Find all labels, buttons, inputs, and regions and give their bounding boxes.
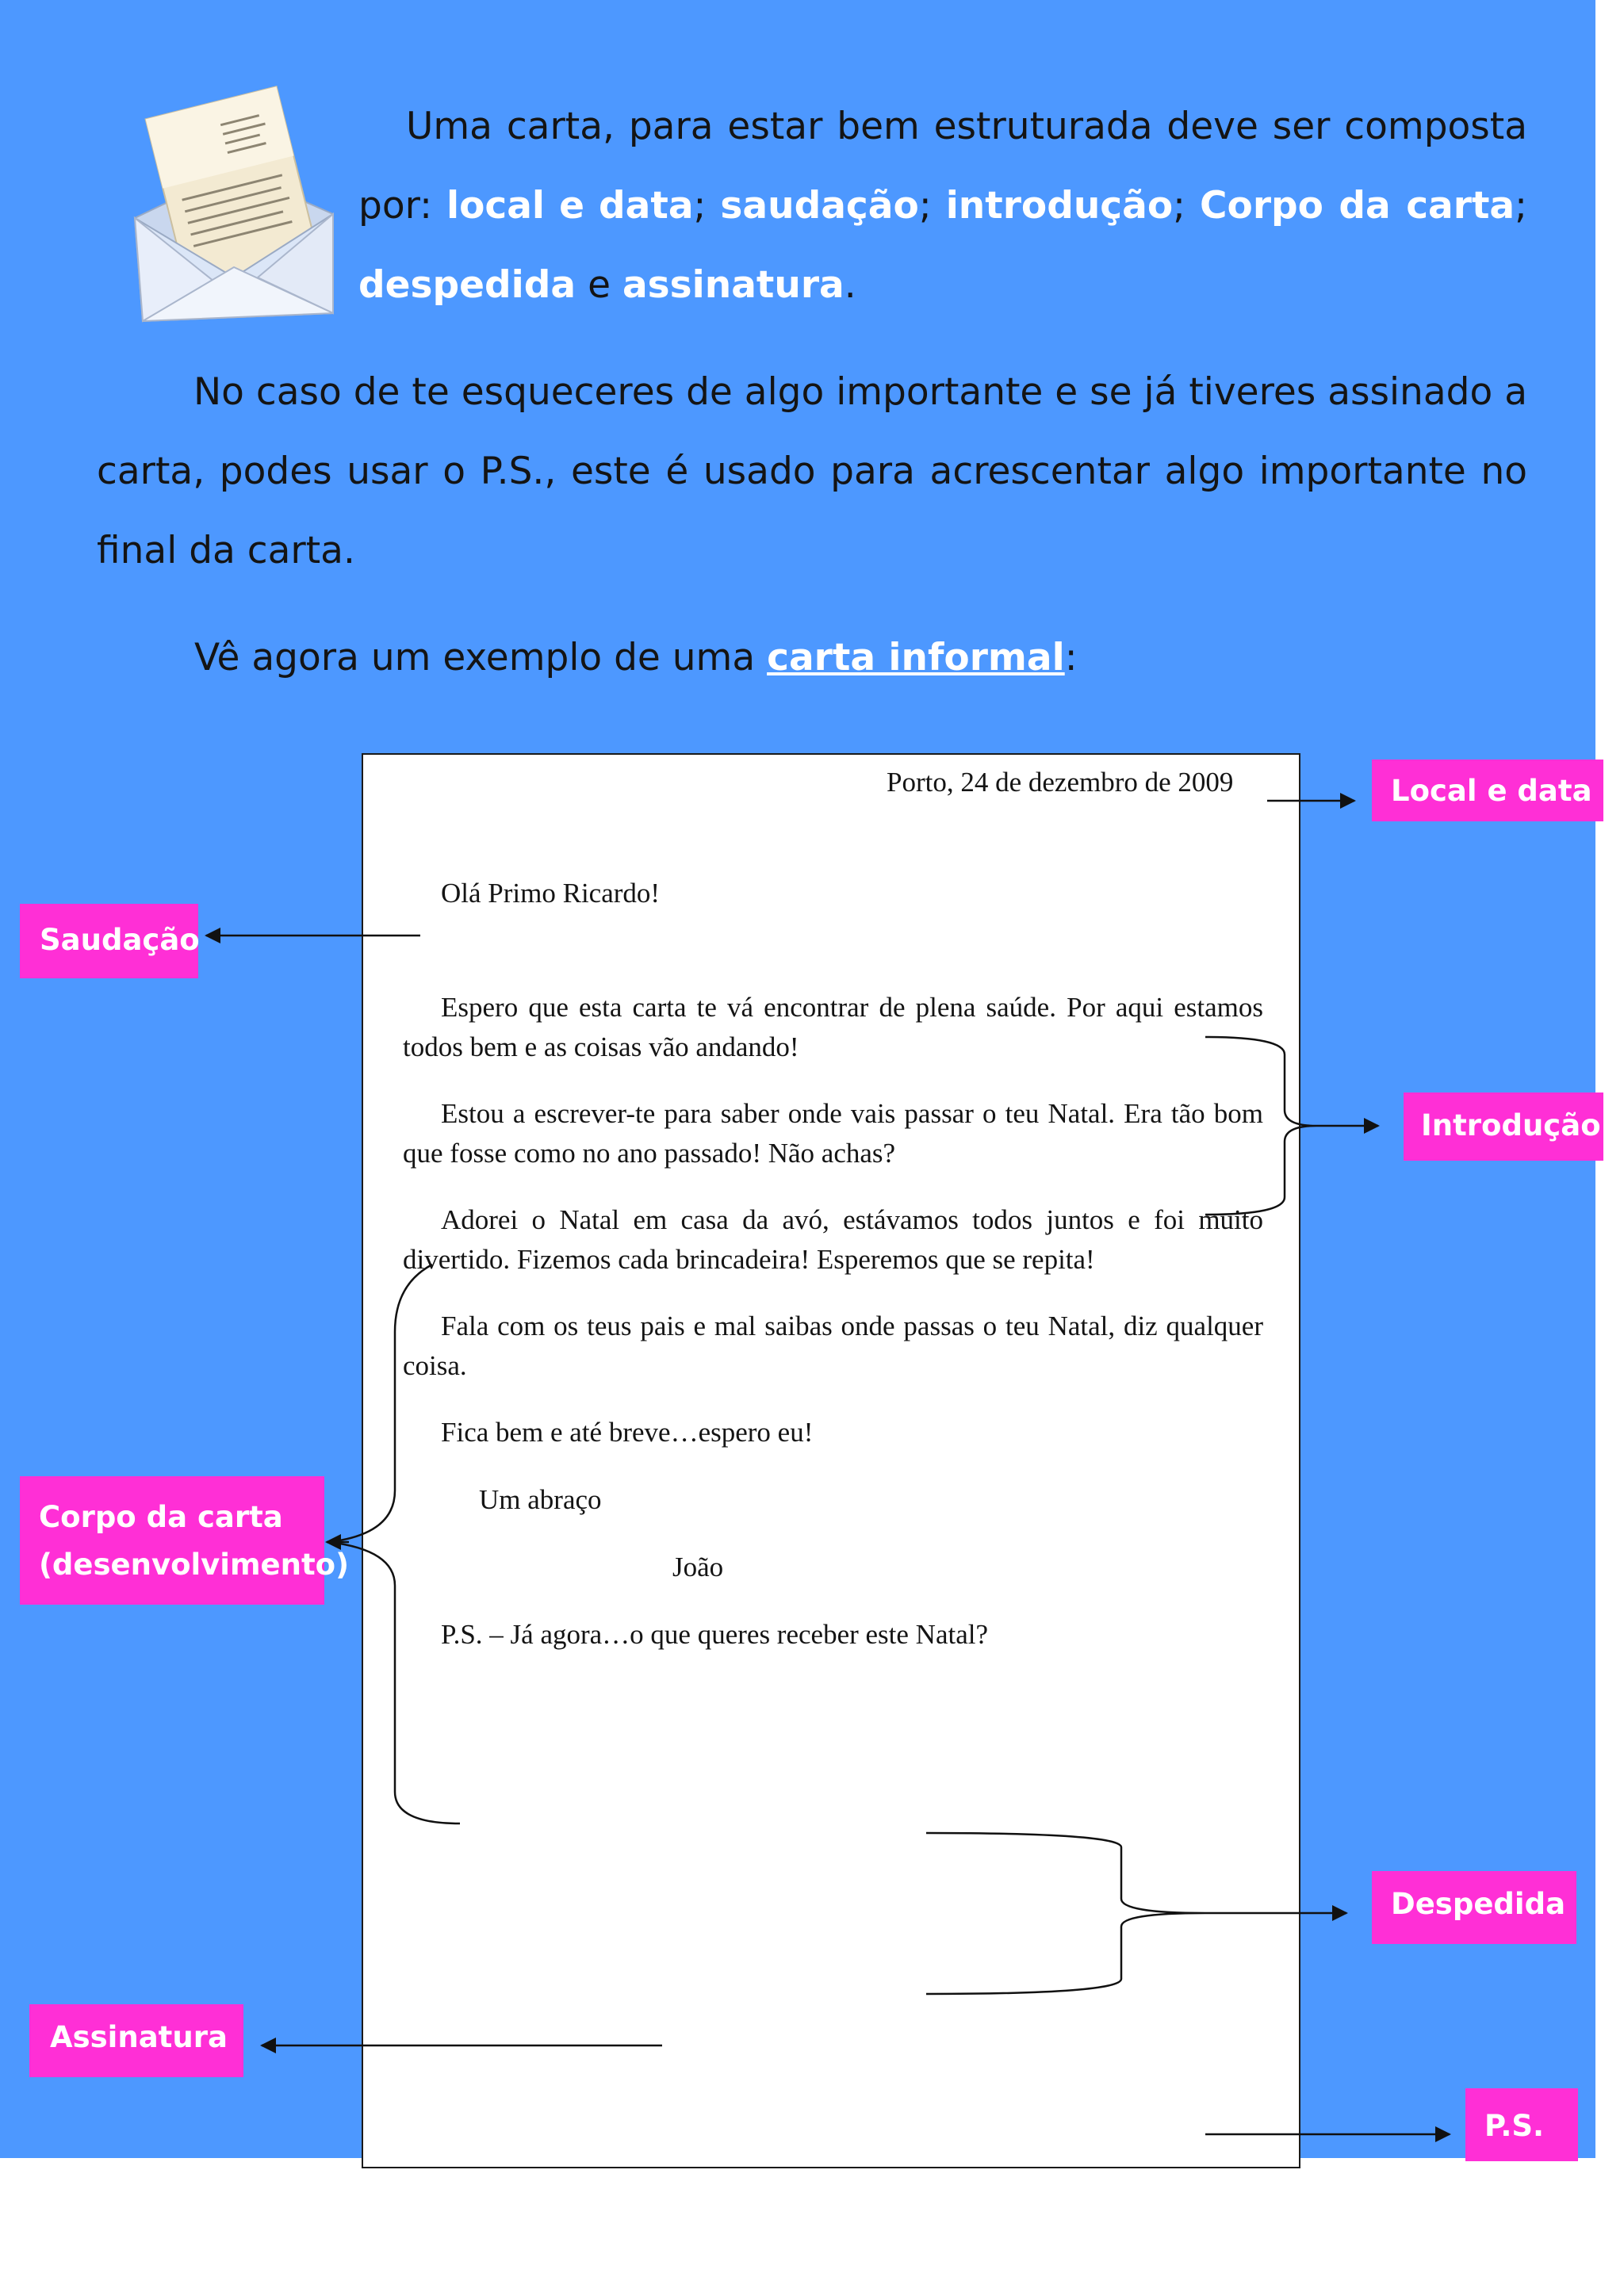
intro-paragraph-ps: No caso de te esqueceres de algo importante e se já tiveres assinado a carta, podes usar o P.S., este é usado para acrescentar algo importante no final da carta. xyxy=(97,370,1527,572)
highlight-corpo: Corpo da carta xyxy=(1200,184,1515,228)
label-corpo-carta xyxy=(20,1476,349,1605)
letter-paragraph: Espero que esta carta te vá encontrar de plena saúde. Por aqui estamos todos bem e as coisas vão andando! xyxy=(403,992,1263,1062)
example-text: Vê agora um exemplo de uma xyxy=(194,636,756,679)
letter-signature: João xyxy=(672,1552,724,1582)
letter-closing: Fica bem e até breve…espero eu! xyxy=(441,1417,814,1448)
separator: ; xyxy=(693,184,707,228)
label-introducao: Introdução xyxy=(1404,1093,1603,1161)
highlight-introducao: introdução xyxy=(945,184,1174,228)
label-corpo-line1: Corpo da carta xyxy=(39,1500,283,1534)
separator: ; xyxy=(1173,184,1186,228)
letter-greeting: Olá Primo Ricardo! xyxy=(441,878,661,909)
conjunction: e xyxy=(588,263,611,307)
label-saudacao: Saudação xyxy=(20,904,198,978)
highlight-local: local xyxy=(446,184,546,228)
intro-text: Uma carta, para estar bem estruturada deve ser composta por: xyxy=(358,105,1527,228)
carta-informal-link[interactable]: carta informal xyxy=(767,636,1065,679)
letter-postscript: P.S. – Já agora…o que queres receber este Natal? xyxy=(441,1619,989,1650)
highlight-saudacao: saudação xyxy=(720,184,919,228)
letter-paragraph: Adorei o Natal em casa da avó, estávamos todos juntos e foi muito divertido. Fizemos cada brincadeira! Esperemos que se repita! xyxy=(403,1204,1263,1275)
label-corpo-line2: (desenvolvimento) xyxy=(39,1548,349,1582)
letter-place-date: Porto, 24 de dezembro de 2009 xyxy=(887,767,1234,798)
highlight-assinatura: assinatura xyxy=(622,263,845,307)
label-local-data: Local e data xyxy=(1372,760,1603,821)
label-assinatura: Assinatura xyxy=(29,2004,243,2077)
letter-paragraph: Fala com os teus pais e mal saibas onde passas o teu Natal, diz qualquer coisa. xyxy=(403,1311,1263,1381)
highlight-data: data xyxy=(599,184,694,228)
letter-paragraph: Estou a escrever-te para saber onde vais passar o teu Natal. Era tão bom que fosse como no ano passado! Não achas? xyxy=(403,1098,1263,1169)
highlight-conjunction: e xyxy=(559,184,584,228)
label-despedida: Despedida xyxy=(1372,1871,1576,1944)
colon: : xyxy=(1064,636,1078,679)
separator: ; xyxy=(918,184,932,228)
separator: ; xyxy=(1515,184,1527,228)
label-ps: P.S. xyxy=(1465,2088,1578,2161)
period: . xyxy=(844,263,856,307)
letter-closing-abraco: Um abraço xyxy=(479,1484,602,1515)
highlight-despedida: despedida xyxy=(358,263,576,307)
